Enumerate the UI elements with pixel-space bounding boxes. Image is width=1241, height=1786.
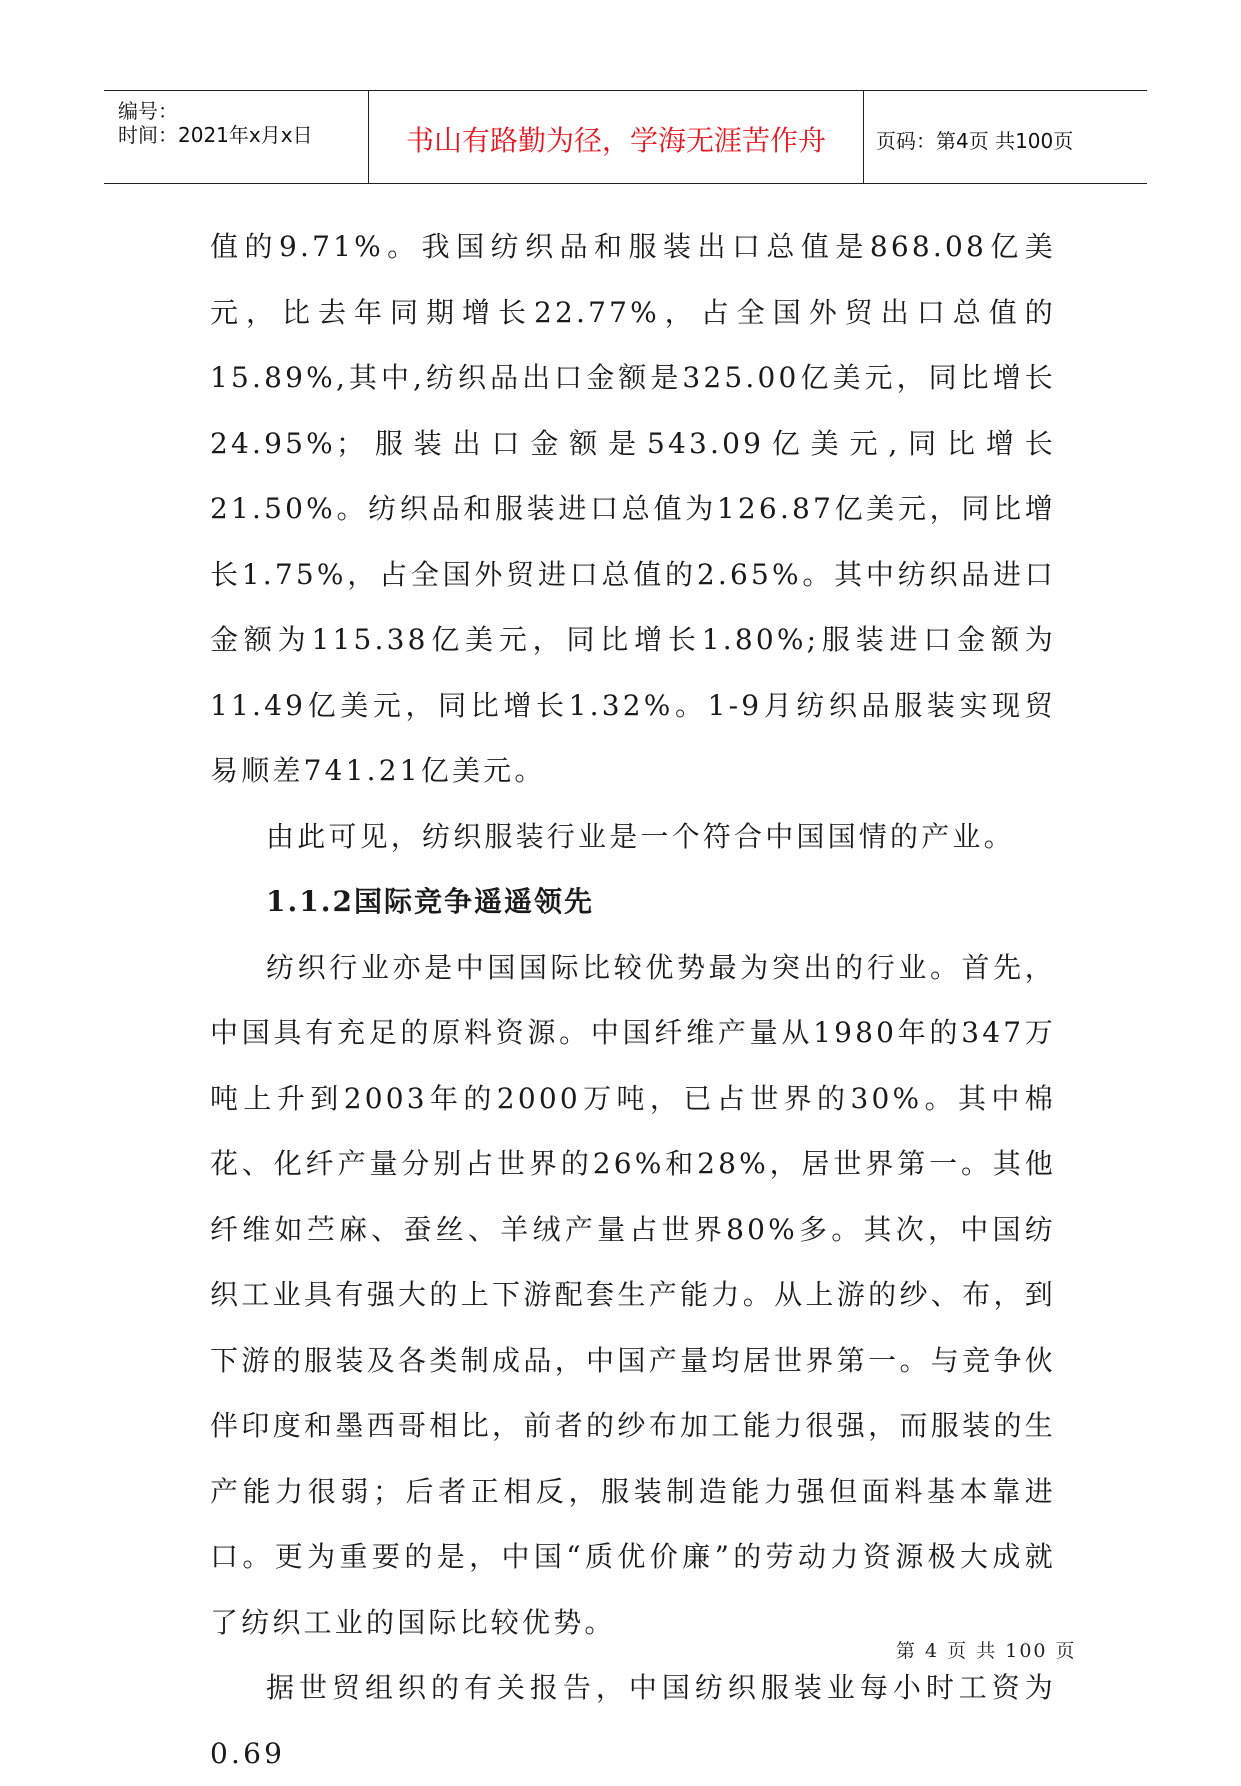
header-motto-cell (369, 91, 864, 183)
header-page-cell (864, 91, 1147, 183)
paragraph-conclusion: 由此可见，纺织服装行业是一个符合中国国情的产业。 (266, 819, 1015, 853)
document-number-label: 编号： (118, 99, 178, 123)
paragraph-wages: 据世贸组织的有关报告，中国纺织服装业每小时工资为0.69 (210, 1671, 1056, 1770)
header-info-cell (104, 91, 369, 183)
document-body (210, 214, 1056, 1786)
document-time-label: 时间：2021年x月x日 (118, 123, 313, 147)
paragraph-trade-stats: 值的9.71%。我国纺织品和服装出口总值是868.08亿美元，比去年同期增长22.77%，占全国外贸出口总值的15.89%,其中,纺织品出口金额是325.00亿美元，同比增长24.95%；服装出口金额是543.09亿美元,同比增长21.50%。纺织品和服装进口总值为126.87亿美元，同比增长1.75%，占全国外贸进口总值的2.65%。其中纺织品进口金额为115.38亿美元，同比增长1.80%;服装进口金额为11.49亿美元，同比增长1.32%。1-9月纺织品服装实现贸易顺差741.21亿美元。 (210, 230, 1056, 787)
header-page-code: 页码：第4页 共100页 (876, 129, 1074, 153)
paragraph-advantages: 纺织行业亦是中国国际比较优势最为突出的行业。首先，中国具有充足的原料资源。中国纤维产量从1980年的347万吨上升到2003年的2000万吨，已占世界的30%。其中棉花、化纤产量分别占世界的26%和28%，居世界第一。其他纤维如苎麻、蚕丝、羊绒产量占世界80%多。其次，中国纺织工业具有强大的上下游配套生产能力。从上游的纱、布，到下游的服装及各类制成品，中国产量均居世界第一。与竞争伙伴印度和墨西哥相比，前者的纱布加工能力很强，而服装的生产能力很弱；后者正相反，服装制造能力强但面料基本靠进口。更为重要的是，中国“质优价廉”的劳动力资源极大成就了纺织工业的国际比较优势。 (210, 950, 1056, 1639)
page-header (104, 90, 1147, 184)
section-heading: 1.1.2国际竞争遥遥领先 (266, 885, 594, 918)
header-motto: 书山有路勤为径，学海无涯苦作舟 (405, 124, 826, 157)
page-footer: 第 4 页 共 100 页 (896, 1640, 1077, 1662)
